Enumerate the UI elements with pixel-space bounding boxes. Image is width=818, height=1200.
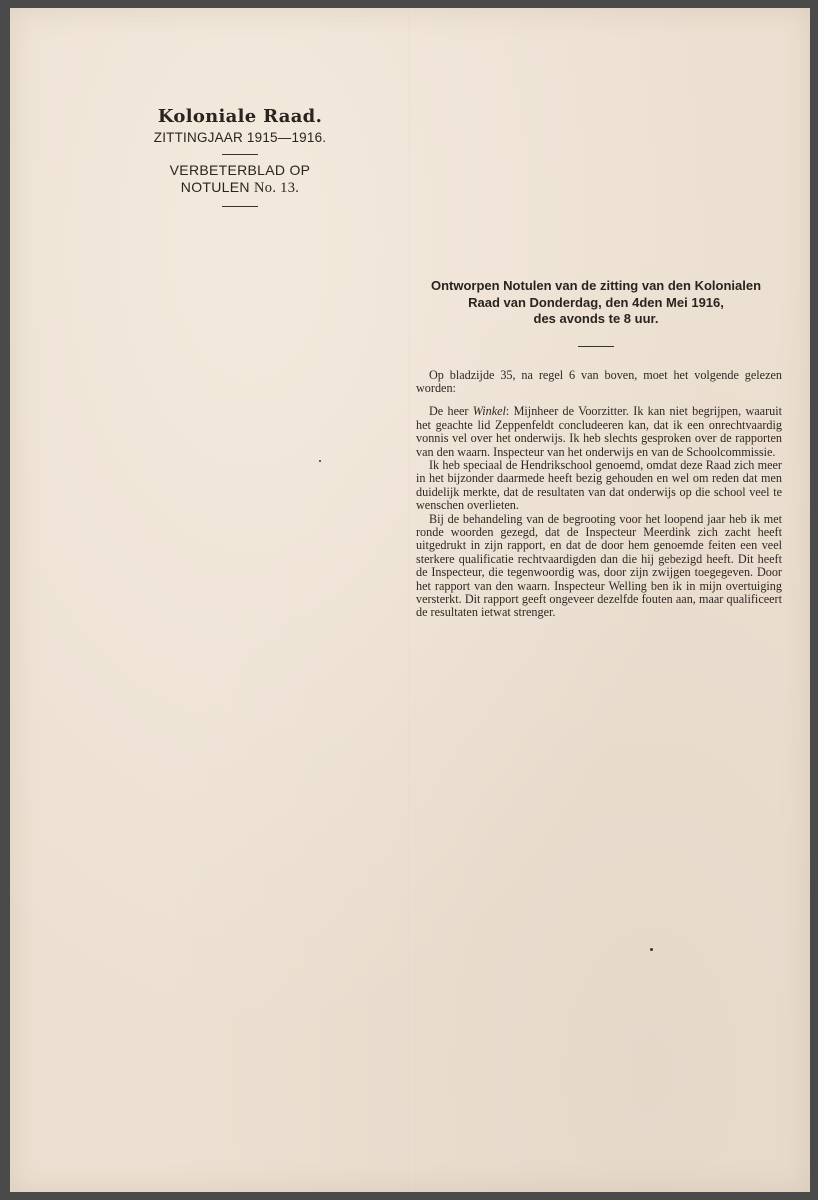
erratum-notulen: NOTULEN (180, 179, 250, 195)
minutes-heading-line-1: Ontworpen Notulen van de zitting van den Kolonialen (430, 278, 762, 293)
speech-paragraph-3: Bij de behandeling van de begrooting voor het loopend jaar heb ik met ronde woorden gezegd, dat de Inspecteur Meerdink zich zacht heeft uitgedrukt in zijn rapport, en dat de door hem genoemde feiten een veel sterkere qualificatie rechtvaardigden dan die hij gebezigd heeft. Dit heeft de Inspecteur, die tegenwoordig was, door zijn zwijgen toegegeven. Door het rapport van den waarn. Inspecteur Welling ben ik in mijn overtuiging versterkt. Dit rapport geeft ongeveer dezelfde fouten aan, maar qualificeert de resultaten ietwat strenger. (416, 511, 782, 620)
document-page (10, 8, 810, 1192)
speaker-name: Winkel (472, 404, 506, 419)
minutes-column (408, 278, 784, 620)
erratum-number: No. 13. (254, 180, 300, 196)
paper-speck (319, 460, 321, 462)
header-divider (222, 154, 258, 155)
speech-paragraph-2: Ik heb speciaal de Hendrikschool genoemd, omdat deze Raad zich meer in het bijzonder daarmede heeft bezig gehouden en wel om reden dat men duidelijk merkte, dat de resultaten van dat onderwijs op die school veel te wenschen overlieten. (416, 457, 782, 513)
minutes-heading-line-3: des avonds te 8 uur. (533, 311, 659, 326)
speech-paragraph-1 (416, 405, 782, 459)
header-divider-bottom (222, 206, 258, 207)
document-header (120, 106, 360, 214)
minutes-heading-line-2: Raad van Donderdag, den 4den Mei 1916, (468, 294, 724, 310)
minutes-heading (408, 278, 784, 328)
minutes-divider (578, 346, 614, 347)
minutes-body (416, 369, 782, 620)
erratum-title (120, 162, 360, 197)
erratum-line-1: VERBETERBLAD OP (169, 162, 311, 178)
speaker-prefix: De heer (429, 404, 469, 419)
intro-paragraph: Op bladzijde 35, na regel 6 van boven, moet het volgende gelezen worden: (416, 367, 782, 395)
session-year: ZITTINGJAAR 1915—1916. (153, 130, 327, 145)
paper-speck (650, 948, 653, 951)
speech-paragraph-1-text: : Mijnheer de Voorzitter. Ik kan niet begrijpen, waaruit het geachte lid Zeppenfeldt concludeeren kan, dat ik een onrechtvaardig vonnis vel over het onderwijs. Ik heb slechts gesproken over de rapporten van den waarn. Inspecteur van het onderwijs en van de Schoolcommissie. (416, 404, 783, 459)
council-title: Koloniale Raad. (157, 106, 323, 127)
erratum-line-2 (120, 179, 360, 197)
